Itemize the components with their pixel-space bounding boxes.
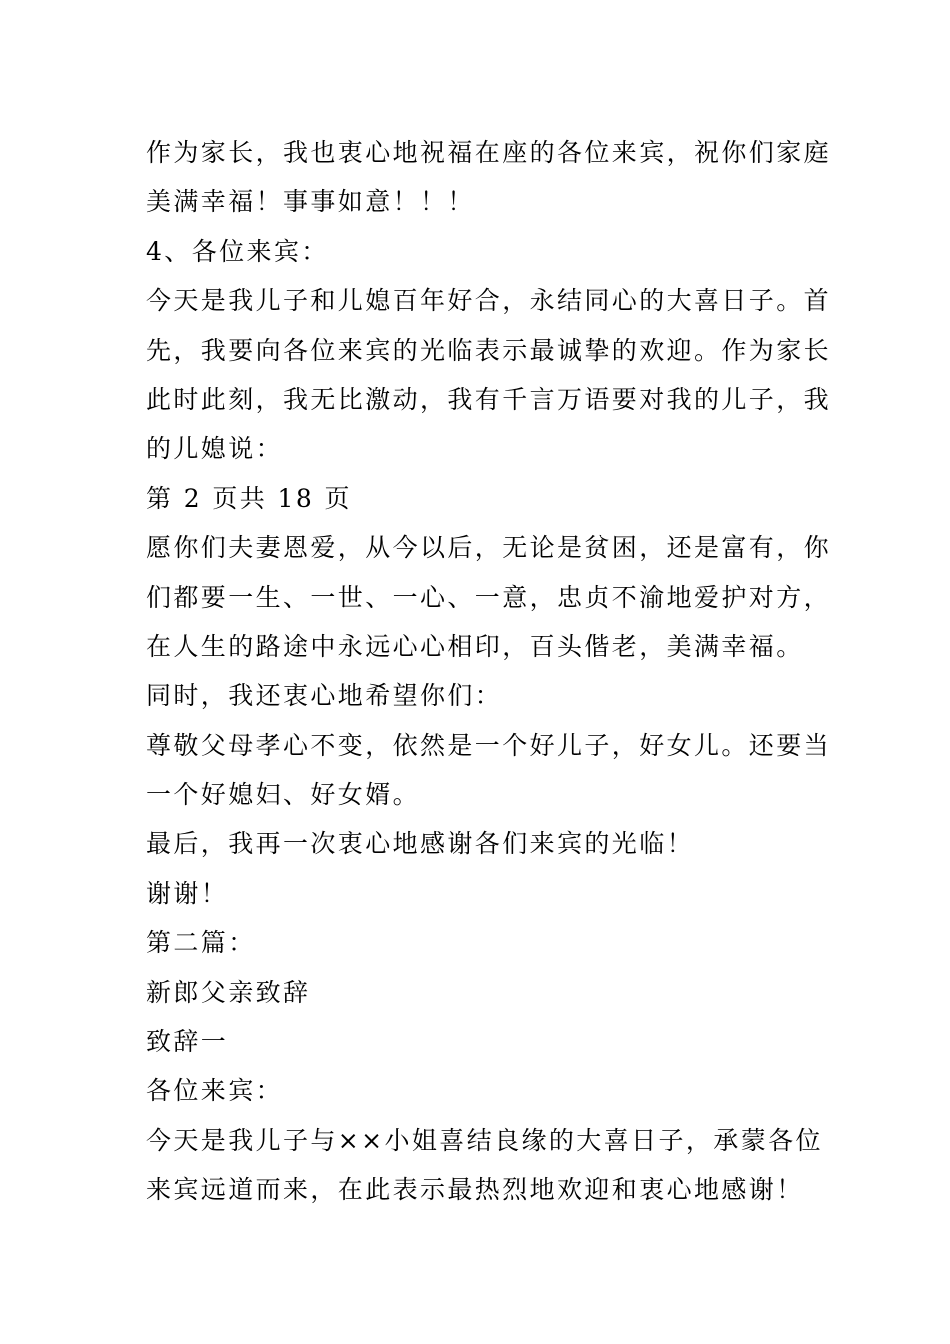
text-line: 今天是我儿子与××小姐喜结良缘的大喜日子，承蒙各位 bbox=[146, 1125, 823, 1155]
text-line: 在人生的路途中永远心心相印，百头偕老，美满幸福。 bbox=[146, 631, 804, 661]
text-line: 今天是我儿子和儿媳百年好合，永结同心的大喜日子。首 bbox=[146, 286, 832, 316]
text-line: 一个好媳妇、好女婿。 bbox=[146, 780, 421, 810]
text-line: 此时此刻，我无比激动，我有千言万语要对我的儿子，我 bbox=[146, 384, 832, 414]
section-heading: 4、各位来宾： bbox=[146, 236, 329, 266]
text-line: 各位来宾： bbox=[146, 1076, 284, 1106]
document-body bbox=[146, 128, 832, 1215]
text-line: 作为家长，我也衷心地祝福在座的各位来宾，祝你们家庭 bbox=[146, 138, 832, 167]
text-line: 来宾远道而来，在此表示最热烈地欢迎和衷心地感谢！ bbox=[146, 1175, 804, 1205]
text-line: 最后，我再一次衷心地感谢各们来宾的光临！ bbox=[146, 829, 695, 859]
page-number: 第 2 页共 18 页 bbox=[146, 483, 352, 513]
text-line: 同时，我还衷心地希望你们： bbox=[146, 681, 503, 711]
text-line: 愿你们夫妻恩爱，从今以后，无论是贫困，还是富有，你 bbox=[146, 533, 832, 563]
text-line: 们都要一生、一世、一心、一意，忠贞不渝地爱护对方， bbox=[146, 582, 832, 612]
section-heading: 第二篇： bbox=[146, 928, 256, 958]
text-line: 尊敬父母孝心不变，依然是一个好儿子，好女儿。还要当 bbox=[146, 730, 832, 760]
subsection-title: 致辞一 bbox=[146, 1027, 229, 1057]
text-line: 谢谢！ bbox=[146, 878, 229, 908]
section-title: 新郎父亲致辞 bbox=[146, 977, 311, 1007]
text-line: 美满幸福！事事如意！！！ bbox=[146, 187, 475, 217]
text-line: 先，我要向各位来宾的光临表示最诚挚的欢迎。作为家长 bbox=[146, 335, 832, 365]
text-line: 的儿媳说： bbox=[146, 434, 284, 464]
